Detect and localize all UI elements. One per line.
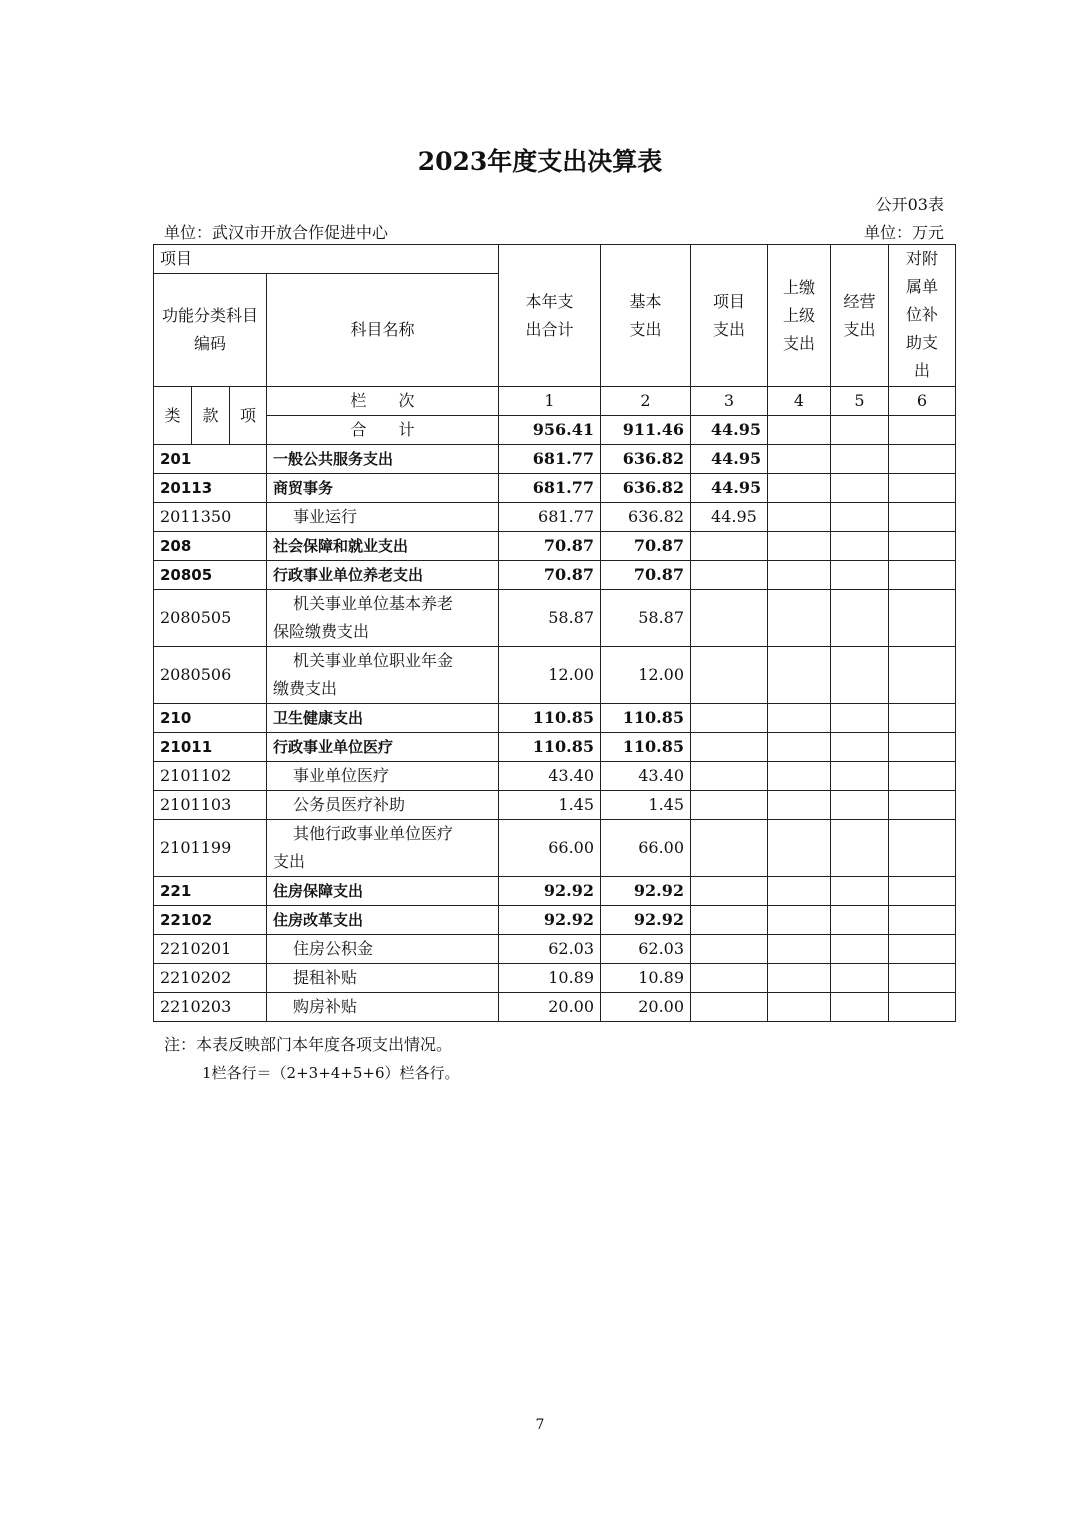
- header-kuan: 款: [192, 387, 230, 445]
- row-empty-cell: [831, 964, 889, 993]
- row-total: 681.77: [499, 503, 601, 532]
- row-project: [691, 762, 768, 791]
- row-project: [691, 906, 768, 935]
- row-empty-cell: [768, 704, 831, 733]
- row-name-line-2: 缴费支出: [273, 679, 338, 698]
- row-name: 社会保障和就业支出: [267, 532, 499, 561]
- row-empty-cell: [889, 561, 956, 590]
- row-empty-cell: [889, 445, 956, 474]
- row-empty-cell: [889, 733, 956, 762]
- row-name: 事业运行: [267, 503, 499, 532]
- row-total: 20.00: [499, 993, 601, 1022]
- table-row: [154, 733, 956, 762]
- row-empty-cell: [768, 647, 831, 704]
- row-empty-cell: [889, 935, 956, 964]
- row-empty-cell: [831, 445, 889, 474]
- table-row: [154, 704, 956, 733]
- row-basic: 66.00: [601, 820, 691, 877]
- row-project: [691, 647, 768, 704]
- table-row: [154, 820, 956, 877]
- table-notes: [164, 1030, 460, 1088]
- form-number: 公开03表: [875, 195, 944, 214]
- row-total: 66.00: [499, 820, 601, 877]
- row-code: 2080505: [154, 590, 267, 647]
- row-empty-cell: [831, 993, 889, 1022]
- table-row: [154, 590, 956, 647]
- row-empty-cell: [831, 877, 889, 906]
- row-empty-cell: [768, 993, 831, 1022]
- header-col-subsidy: 对附属单位补助支出: [889, 245, 956, 387]
- row-name: 住房保障支出: [267, 877, 499, 906]
- row-empty-cell: [831, 503, 889, 532]
- row-code: 20805: [154, 561, 267, 590]
- page-title: 2023年度支出决算表: [417, 147, 663, 176]
- row-empty-cell: [889, 590, 956, 647]
- row-empty-cell: [768, 964, 831, 993]
- row-name: 行政事业单位养老支出: [267, 561, 499, 590]
- row-code: 210: [154, 704, 267, 733]
- row-total: 681.77: [499, 474, 601, 503]
- row-empty-cell: [889, 791, 956, 820]
- row-code: 201: [154, 445, 267, 474]
- row-empty-cell: [768, 532, 831, 561]
- row-total: 62.03: [499, 935, 601, 964]
- row-code: 2210202: [154, 964, 267, 993]
- table-row: [154, 474, 956, 503]
- row-empty-cell: [768, 474, 831, 503]
- row-empty-cell: [768, 935, 831, 964]
- row-empty-cell: [768, 906, 831, 935]
- row-total: 92.92: [499, 906, 601, 935]
- header-xiang: 项: [230, 387, 267, 445]
- row-empty-cell: [831, 474, 889, 503]
- row-basic: 636.82: [601, 503, 691, 532]
- col-index-6: 6: [889, 387, 956, 416]
- row-total: 110.85: [499, 733, 601, 762]
- row-basic: 636.82: [601, 445, 691, 474]
- row-name-line-2: 保险缴费支出: [273, 622, 370, 641]
- row-name: 卫生健康支出: [267, 704, 499, 733]
- row-empty-cell: [889, 532, 956, 561]
- row-code: 208: [154, 532, 267, 561]
- row-name: [267, 590, 499, 647]
- row-total: 92.92: [499, 877, 601, 906]
- row-empty-cell: [889, 877, 956, 906]
- row-name-line-1: 其他行政事业单位医疗: [293, 824, 454, 843]
- row-empty-cell: [831, 791, 889, 820]
- row-project: [691, 820, 768, 877]
- row-total: 110.85: [499, 704, 601, 733]
- row-empty-cell: [768, 503, 831, 532]
- row-code: 2101103: [154, 791, 267, 820]
- table-row: [154, 503, 956, 532]
- row-name: 提租补贴: [267, 964, 499, 993]
- row-project: 44.95: [691, 503, 768, 532]
- row-name: [267, 647, 499, 704]
- row-empty-cell: [768, 590, 831, 647]
- row-code: 21011: [154, 733, 267, 762]
- row-empty-cell: [889, 993, 956, 1022]
- total-basic: 911.46: [601, 416, 691, 445]
- col-index-4: 4: [768, 387, 831, 416]
- row-code: 22102: [154, 906, 267, 935]
- row-basic: 1.45: [601, 791, 691, 820]
- header-col-project: 项目支出: [691, 245, 768, 387]
- row-code: 2101199: [154, 820, 267, 877]
- row-name-line-1: 机关事业单位职业年金: [293, 651, 454, 670]
- row-total: 681.77: [499, 445, 601, 474]
- row-project: 44.95: [691, 474, 768, 503]
- table-row: [154, 561, 956, 590]
- row-empty-cell: [831, 561, 889, 590]
- note-line-2: 1栏各行＝（2+3+4+5+6）栏各行。: [202, 1064, 460, 1082]
- row-code: 2210201: [154, 935, 267, 964]
- header-col-basic: 基本支出: [601, 245, 691, 387]
- row-basic: 20.00: [601, 993, 691, 1022]
- row-empty-cell: [768, 733, 831, 762]
- header-row-index: [154, 387, 956, 416]
- table-row: [154, 906, 956, 935]
- col-index-3: 3: [691, 387, 768, 416]
- total-project: 44.95: [691, 416, 768, 445]
- row-empty-cell: [831, 704, 889, 733]
- row-empty-cell: [889, 906, 956, 935]
- row-project: [691, 791, 768, 820]
- total-amount: 956.41: [499, 416, 601, 445]
- header-project: 项目: [154, 245, 499, 274]
- row-name-line-1: 机关事业单位基本养老: [293, 594, 454, 613]
- row-empty-cell: [889, 820, 956, 877]
- row-empty-cell: [831, 590, 889, 647]
- row-empty-cell: [768, 791, 831, 820]
- row-name: [267, 820, 499, 877]
- reporting-unit: 单位：武汉市开放合作促进中心: [164, 223, 389, 242]
- row-empty-cell: [831, 532, 889, 561]
- row-empty-cell: [889, 704, 956, 733]
- table-row: [154, 791, 956, 820]
- row-empty-cell: [831, 733, 889, 762]
- table-row: [154, 445, 956, 474]
- row-basic: 70.87: [601, 532, 691, 561]
- table-row: [154, 762, 956, 791]
- table-row: [154, 877, 956, 906]
- row-name: 一般公共服务支出: [267, 445, 499, 474]
- header-col-upper: 上缴上级支出: [768, 245, 831, 387]
- table-row: [154, 964, 956, 993]
- row-code: 221: [154, 877, 267, 906]
- row-name: 事业单位医疗: [267, 762, 499, 791]
- row-basic: 92.92: [601, 906, 691, 935]
- row-total: 12.00: [499, 647, 601, 704]
- table-row: [154, 532, 956, 561]
- row-basic: 62.03: [601, 935, 691, 964]
- row-empty-cell: [768, 561, 831, 590]
- row-project: [691, 590, 768, 647]
- row-basic: 70.87: [601, 561, 691, 590]
- header-lanci: 栏 次: [267, 387, 499, 416]
- expenditure-table: [153, 244, 956, 1022]
- row-project: 44.95: [691, 445, 768, 474]
- row-empty-cell: [889, 474, 956, 503]
- col-index-5: 5: [831, 387, 889, 416]
- row-basic: 58.87: [601, 590, 691, 647]
- row-name: 公务员医疗补助: [267, 791, 499, 820]
- row-empty-cell: [768, 445, 831, 474]
- row-name: 购房补贴: [267, 993, 499, 1022]
- row-project: [691, 532, 768, 561]
- row-empty-cell: [768, 762, 831, 791]
- row-basic: 43.40: [601, 762, 691, 791]
- row-empty-cell: [768, 877, 831, 906]
- row-basic: 110.85: [601, 733, 691, 762]
- header-subject-name: 科目名称: [267, 274, 499, 387]
- row-total: 43.40: [499, 762, 601, 791]
- row-name: 住房公积金: [267, 935, 499, 964]
- row-project: [691, 704, 768, 733]
- row-basic: 636.82: [601, 474, 691, 503]
- row-code: 2210203: [154, 993, 267, 1022]
- table-row: [154, 647, 956, 704]
- row-basic: 10.89: [601, 964, 691, 993]
- row-code: 2080506: [154, 647, 267, 704]
- page-number: 7: [535, 1417, 545, 1433]
- row-project: [691, 993, 768, 1022]
- row-empty-cell: [831, 935, 889, 964]
- row-project: [691, 935, 768, 964]
- header-col-total: 本年支出合计: [499, 245, 601, 387]
- row-code: 2011350: [154, 503, 267, 532]
- header-row-1: [154, 245, 956, 274]
- table-row: [154, 993, 956, 1022]
- row-project: [691, 561, 768, 590]
- row-basic: 92.92: [601, 877, 691, 906]
- currency-unit: 单位：万元: [863, 223, 944, 242]
- row-name: 住房改革支出: [267, 906, 499, 935]
- row-empty-cell: [889, 503, 956, 532]
- header-col-business: 经营支出: [831, 245, 889, 387]
- col-index-2: 2: [601, 387, 691, 416]
- table-row: [154, 935, 956, 964]
- row-code: 2101102: [154, 762, 267, 791]
- row-total: 10.89: [499, 964, 601, 993]
- row-total: 58.87: [499, 590, 601, 647]
- row-empty-cell: [889, 647, 956, 704]
- row-empty-cell: [831, 906, 889, 935]
- header-lei: 类: [154, 387, 192, 445]
- row-empty-cell: [831, 820, 889, 877]
- row-empty-cell: [889, 964, 956, 993]
- row-name: 行政事业单位医疗: [267, 733, 499, 762]
- row-empty-cell: [831, 762, 889, 791]
- row-basic: 110.85: [601, 704, 691, 733]
- row-total: 1.45: [499, 791, 601, 820]
- col-index-1: 1: [499, 387, 601, 416]
- total-label: 合 计: [267, 416, 499, 445]
- row-empty-cell: [831, 647, 889, 704]
- row-name-line-2: 支出: [273, 852, 306, 871]
- row-total: 70.87: [499, 561, 601, 590]
- note-line-1: 注：本表反映部门本年度各项支出情况。: [164, 1035, 453, 1054]
- row-total: 70.87: [499, 532, 601, 561]
- row-project: [691, 964, 768, 993]
- row-project: [691, 877, 768, 906]
- total-row: [154, 416, 956, 445]
- row-code: 20113: [154, 474, 267, 503]
- row-empty-cell: [768, 820, 831, 877]
- row-empty-cell: [889, 762, 956, 791]
- row-basic: 12.00: [601, 647, 691, 704]
- header-func-code: 功能分类科目编码: [154, 274, 267, 387]
- row-name: 商贸事务: [267, 474, 499, 503]
- row-project: [691, 733, 768, 762]
